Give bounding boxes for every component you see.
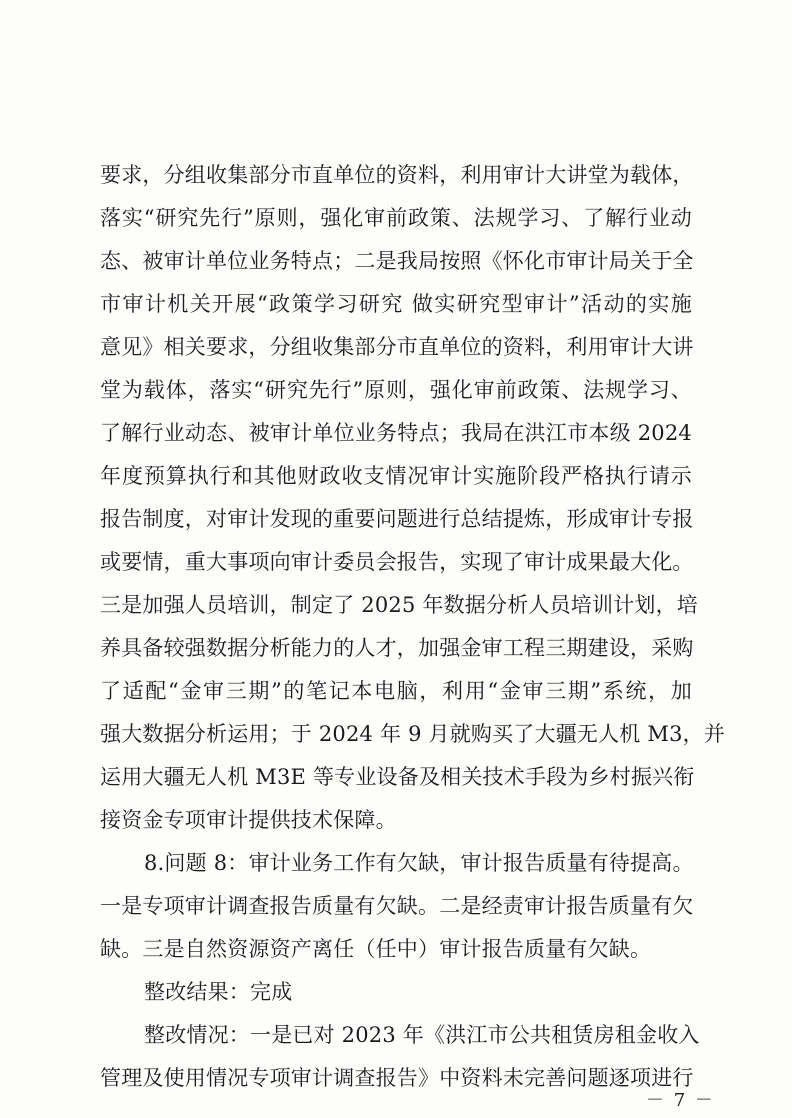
paragraph-line: 缺。三是自然资源资产离任（任中）审计报告质量有欠缺。 bbox=[100, 937, 652, 961]
page-number: － 7 － bbox=[646, 1090, 715, 1111]
paragraph-line: 整改情况：一是已对 2023 年《洪江市公共租赁房租金收入 bbox=[144, 1023, 700, 1047]
issue-heading: 8.问题 8：审计业务工作有欠缺，审计报告质量有待提高。 bbox=[144, 851, 694, 875]
paragraph-line: 了解行业动态、被审计单位业务特点；我局在洪江市本级 2024 bbox=[100, 421, 692, 445]
paragraph-line: 养具备较强数据分析能力的人才，加强金审工程三期建设，采购 bbox=[100, 636, 694, 660]
paragraph-line: 报告制度，对审计发现的重要问题进行总结提炼，形成审计专报 bbox=[100, 507, 694, 531]
paragraph-line: 要求，分组收集部分市直单位的资料，利用审计大讲堂为载体， bbox=[100, 163, 694, 187]
paragraph-line: 堂为载体，落实“研究先行”原则，强化审前政策、法规学习、 bbox=[100, 378, 692, 402]
paragraph-line: 了适配“金审三期”的笔记本电脑，利用“金审三期”系统，加 bbox=[100, 679, 692, 703]
paragraph-line: 运用大疆无人机 M3E 等专业设备及相关技术手段为乡村振兴衔 bbox=[100, 765, 695, 789]
paragraph-line: 市审计机关开展“政策学习研究 做实研究型审计”活动的实施 bbox=[100, 292, 692, 316]
rectification-result: 整改结果：完成 bbox=[144, 980, 293, 1004]
paragraph-line: 意见》相关要求，分组收集部分市直单位的资料，利用审计大讲 bbox=[100, 335, 694, 359]
paragraph-line: 年度预算执行和其他财政收支情况审计实施阶段严格执行请示 bbox=[100, 464, 692, 488]
paragraph-line: 管理及使用情况专项审计调查报告》中资料未完善问题逐项进行 bbox=[100, 1066, 694, 1090]
paragraph-line: 态、被审计单位业务特点；二是我局按照《怀化市审计局关于全 bbox=[100, 249, 694, 273]
paragraph-line: 落实“研究先行”原则，强化审前政策、法规学习、了解行业动 bbox=[100, 206, 692, 230]
paragraph-line: 强大数据分析运用；于 2024 年 9 月就购买了大疆无人机 M3，并 bbox=[100, 722, 726, 746]
paragraph-line: 接资金专项审计提供技术保障。 bbox=[100, 808, 397, 832]
paragraph-line: 三是加强人员培训，制定了 2025 年数据分析人员培训计划，培 bbox=[100, 593, 698, 617]
paragraph-line: 一是专项审计调查报告质量有欠缺。二是经责审计报告质量有欠 bbox=[100, 894, 694, 918]
paragraph-line: 或要情，重大事项向审计委员会报告，实现了审计成果最大化。 bbox=[100, 550, 694, 574]
